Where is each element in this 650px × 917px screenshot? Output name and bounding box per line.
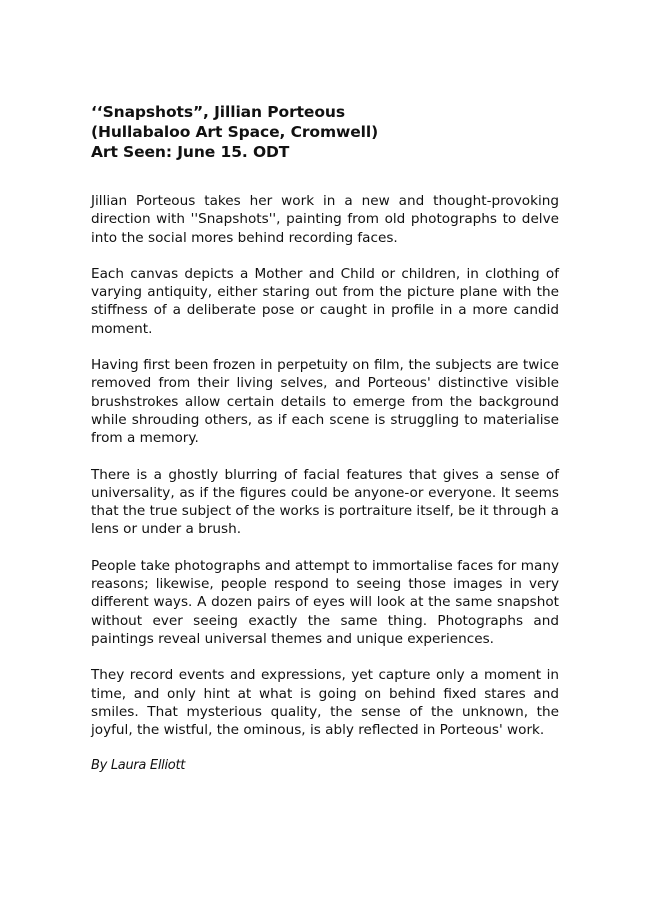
paragraph: Jillian Porteous takes her work in a new and thought-provoking direction with ''Snapshots'', painting from old photographs to delve into the social mores behind recording faces. — [91, 193, 559, 246]
heading-title: ‘‘Snapshots”, Jillian Porteous — [91, 103, 345, 121]
paragraph: There is a ghostly blurring of facial features that gives a sense of universality, as if the figures could be anyone-or everyone. It seems that the true subject of the works is portraiture itself, be it through a lens or under a brush. — [91, 466, 559, 538]
paragraph: Each canvas depicts a Mother and Child or children, in clothing of varying antiquity, either staring out from the picture plane with the stiffness of a deliberate pose or caught in profile in a more candid moment. — [91, 265, 559, 337]
paragraph: Having first been frozen in perpetuity on film, the subjects are twice removed from their living selves, and Porteous' distinctive visible brushstrokes allow certain details to emerge from the background while shrouding others, as if each scene is struggling to materialise from a memory. — [91, 357, 559, 447]
article — [91, 102, 559, 775]
paragraph: They record events and expressions, yet capture only a moment in time, and only hint at what is going on behind fixed stares and smiles. That mysterious quality, the sense of the unknown, the joyful, the wistful, the ominous, is ably reflected in Porteous' work. — [91, 667, 559, 739]
heading-venue: (Hullabaloo Art Space, Cromwell) — [91, 123, 379, 141]
article-heading — [91, 102, 559, 162]
article-body — [91, 192, 559, 739]
paragraph: People take photographs and attempt to immortalise faces for many reasons; likewise, people respond to seeing those images in very different ways. A dozen pairs of eyes will look at the same snapshot without ever seeing exactly the same thing. Photographs and paintings reveal universal themes and unique experiences. — [91, 557, 559, 647]
heading-publication: Art Seen: June 15. ODT — [91, 143, 290, 161]
byline: By Laura Elliott — [91, 758, 186, 774]
